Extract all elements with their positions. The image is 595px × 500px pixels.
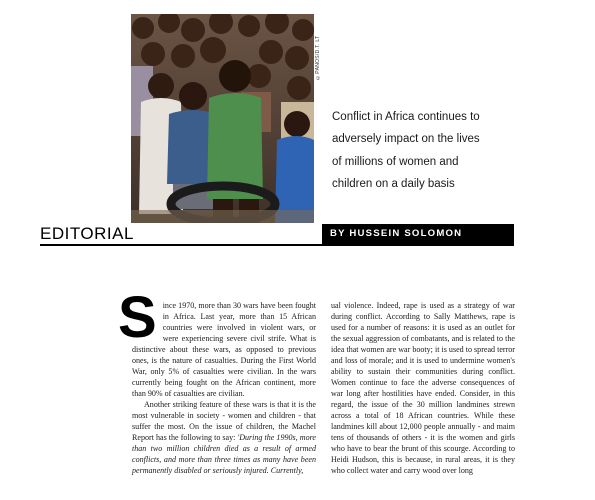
quote-text: 'During the 1990s, more than two million children died as a result of armed conflicts, and more than three times as many have been permanently disabled or seriously injured. Currently, bbox=[132, 433, 316, 475]
pull-quote-line: of millions of women and bbox=[332, 155, 459, 168]
article-paragraph bbox=[118, 285, 316, 399]
photo-credit: ©PANOS/D.T. LT bbox=[315, 35, 321, 80]
paragraph-text: Another striking feature of these wars is that it is the most vulnerable in society - women and children - that suffer the most. On the issue of children, the Machel Report has the following to say: bbox=[132, 400, 316, 442]
pull-quote-line: children on a daily basis bbox=[332, 177, 455, 190]
byline: BY HUSSEIN SOLOMON bbox=[330, 228, 463, 239]
pull-quote-line: Conflict in Africa continues to bbox=[332, 111, 480, 123]
article-paragraph bbox=[132, 399, 316, 476]
article-paragraph: ual violence. Indeed, rape is used as a strategy of war during conflict. According to Sally Matthews, rape is used for a number of reasons: it is used as an outlet for the sexual aggression of combatants, and is related to the idea that women are war booty; it is used to spread terror and loss of morale; and it is used to undermine women's ability to sustain their communities during conflict. Women continue to face the adverse consequences of war long after hostilities have ended. Consider, in this regard, the issue of the 30 million landmines strewn across a total of 18 African countries. While these landmines kill about 12,000 people annually - and maim tens of thousands of others - it is the women and girls who have to bear the brunt of this scourge. According to Heidi Hudson, this is because, in rural areas, it is they who collect water and carry wood over long bbox=[331, 301, 515, 475]
pull-quote-line: adversely impact on the lives bbox=[332, 133, 480, 146]
pull-quote bbox=[332, 106, 507, 195]
article-column-left bbox=[118, 285, 316, 476]
paragraph-text: ince 1970, more than 30 wars have been fought in Africa. Last year, more than 15 African countries were involved in violent wars, or were experiencing severe civil strife. What is distinctive about these wars, as opposed to previous ones, is the nature of casualties. During the First World War, only 5% of casualties were civilian. In the wars currently being fought on the African continent, more than 90% of casualties are civilian. bbox=[132, 301, 316, 398]
children-photo bbox=[131, 14, 314, 223]
section-label: EDITORIAL bbox=[40, 224, 134, 243]
drop-cap: S bbox=[118, 285, 157, 350]
children-photo-illustration bbox=[131, 14, 314, 223]
article-column-right bbox=[331, 300, 515, 476]
